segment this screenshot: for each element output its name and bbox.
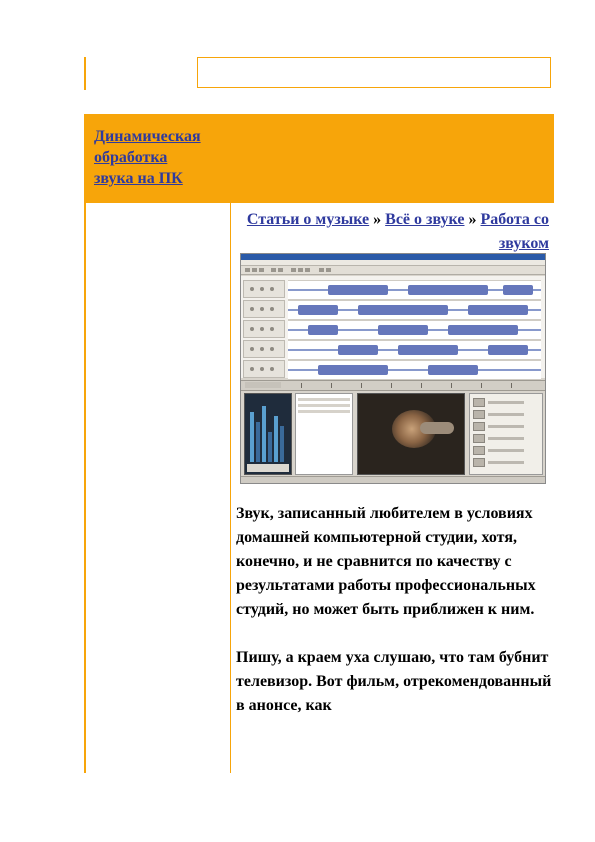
toolbar-icon xyxy=(319,268,324,272)
screenshot-track-area xyxy=(241,276,545,378)
track-waveform xyxy=(288,320,541,340)
title-line-2: обработка xyxy=(94,149,168,166)
screenshot-toolbar xyxy=(241,266,545,275)
audio-editor-screenshot-image xyxy=(240,253,546,484)
screenshot-statusbar xyxy=(241,476,545,483)
toolbar-icon xyxy=(298,268,303,272)
title-line-1: Динамическая xyxy=(94,128,201,145)
title-line-3: звука на ПК xyxy=(94,170,183,187)
video-preview-panel xyxy=(357,393,465,475)
toolbar-icon xyxy=(291,268,296,272)
article-paragraph: Звук, записанный любителем в условиях домашней компьютерной студии, хотя, конечно, и не сравнится по качеству с результатами работы профессиональных студий, но может быть приближен к ним. xyxy=(236,505,536,618)
file-list-panel xyxy=(295,393,353,475)
toolbar-icon xyxy=(259,268,264,272)
left-empty-column xyxy=(86,203,230,773)
track-waveform xyxy=(288,340,541,360)
breadcrumb-link-music-articles[interactable]: Статьи о музыке xyxy=(246,211,370,228)
breadcrumb-separator: » xyxy=(464,211,481,228)
toolbar-icon xyxy=(252,268,257,272)
effects-panel xyxy=(469,393,543,475)
breadcrumb-link-all-about-sound[interactable]: Всё о звуке xyxy=(385,211,465,228)
toolbar-icon xyxy=(271,268,276,272)
top-left-accent-rule xyxy=(84,57,86,90)
article-body xyxy=(236,502,552,742)
track-header xyxy=(243,360,285,378)
article-paragraph: Пишу, а краем уха слушаю, что там бубнит телевизор. Вот фильм, отрекомендованный в анонсе, как xyxy=(236,649,552,714)
toolbar-icon xyxy=(245,268,250,272)
toolbar-icon xyxy=(305,268,310,272)
mixer-panel xyxy=(244,393,292,475)
column-divider xyxy=(230,203,231,773)
breadcrumb-separator: » xyxy=(369,211,386,228)
top-empty-box xyxy=(197,57,551,88)
track-header xyxy=(243,280,285,298)
track-waveform xyxy=(288,360,541,380)
breadcrumb-link-sound-work[interactable]: Работа со звуком xyxy=(480,211,549,252)
track-waveform xyxy=(288,300,541,320)
track-header xyxy=(243,320,285,338)
track-header xyxy=(243,340,285,358)
breadcrumb xyxy=(236,208,549,256)
toolbar-icon xyxy=(278,268,283,272)
toolbar-icon xyxy=(326,268,331,272)
article-title-link[interactable] xyxy=(94,126,244,189)
screenshot-transport-bar xyxy=(241,380,545,391)
track-header xyxy=(243,300,285,318)
track-waveform xyxy=(288,280,541,300)
timecode-display xyxy=(245,382,281,388)
